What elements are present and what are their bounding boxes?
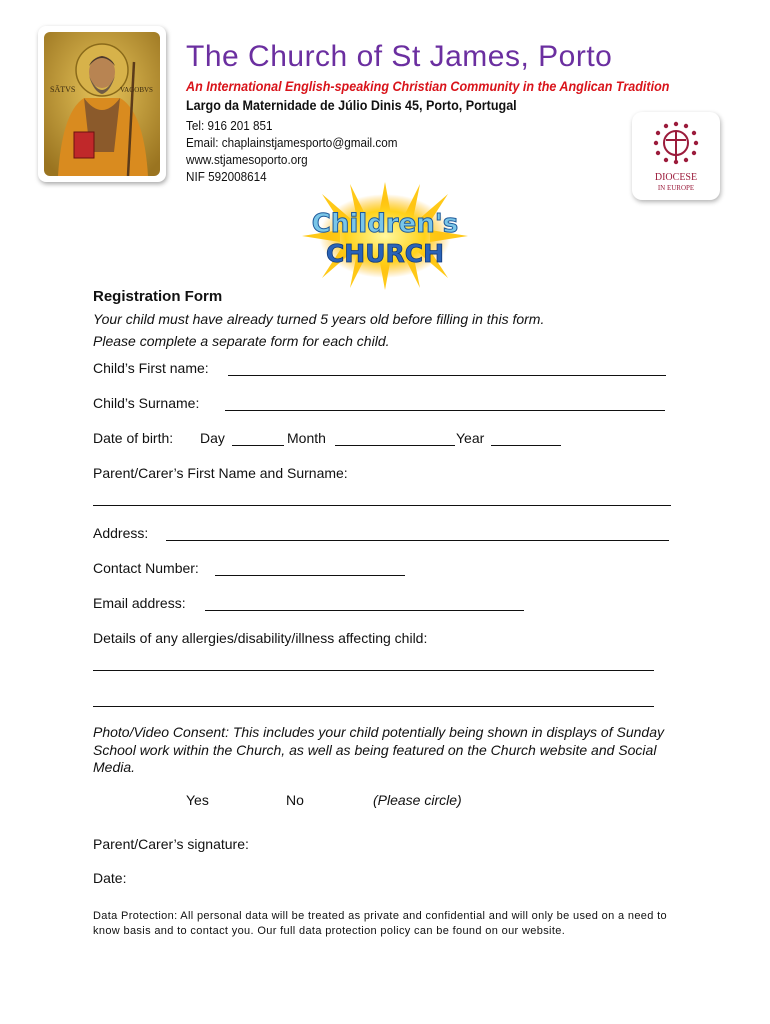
consent-no-option[interactable]: No [286, 792, 304, 808]
church-nif: NIF 592008614 [186, 169, 267, 184]
please-circle-note: (Please circle) [373, 792, 462, 808]
allergies-label: Details of any allergies/disability/illness affecting child: [93, 630, 428, 646]
allergies-field-line1[interactable] [93, 670, 654, 671]
month-field[interactable] [335, 445, 455, 446]
saint-left-inscription: SĀTVS [50, 85, 76, 94]
contact-number-label: Contact Number: [93, 560, 199, 576]
saint-painting-icon [44, 32, 160, 176]
consent-yes-option[interactable]: Yes [186, 792, 209, 808]
sunburst-icon [300, 180, 470, 292]
form-title: Registration Form [93, 288, 223, 305]
signature-label: Parent/Carer’s signature: [93, 836, 249, 852]
allergies-field-line2[interactable] [93, 706, 654, 707]
church-word: CHURCH [325, 239, 445, 268]
church-title: The Church of St James, Porto [186, 40, 613, 73]
parent-name-label: Parent/Carer’s First Name and Surname: [93, 465, 348, 481]
church-address: Largo da Maternidade de Júlio Dinis 45, Porto, Portugal [186, 98, 517, 113]
day-label: Day [200, 430, 225, 446]
date-label: Date: [93, 870, 127, 886]
address-field[interactable] [166, 540, 669, 541]
year-field[interactable] [491, 445, 561, 446]
diocese-cross-icon [632, 112, 720, 200]
diocese-in-europe-logo [632, 112, 720, 200]
childrens-church-logo [300, 180, 470, 297]
email-label: Email address: [93, 595, 186, 611]
diocese-line1: DIOCESE [654, 172, 698, 183]
first-name-label: Child’s First name: [93, 360, 209, 376]
photo-consent-text: Photo/Video Consent: This includes your child potentially being shown in displays of Sunday School work within the Church, as well as being featured on the Church website and Social Media. [93, 724, 664, 775]
data-protection-notice: Data Protection: All personal data will be treated as private and confidential and will only be used on a need to know basis and to contact you. Our full data protection policy can be found on our website. [93, 910, 667, 937]
age-note: Your child must have already turned 5 years old before filling in this form. [93, 311, 545, 327]
day-field[interactable] [232, 445, 284, 446]
church-tagline: An International English-speaking Christian Community in the Anglican Tradition [186, 79, 670, 94]
address-label: Address: [93, 525, 149, 541]
saint-right-inscription: VAGOBVS [120, 86, 153, 94]
church-phone: Tel: 916 201 851 [186, 118, 273, 133]
diocese-line2: IN EUROPE [657, 184, 695, 192]
separate-form-note: Please complete a separate form for each child. [93, 333, 390, 349]
parent-name-field[interactable] [93, 505, 671, 506]
church-website: www.stjamesoporto.org [186, 152, 308, 167]
contact-number-field[interactable] [215, 575, 405, 576]
month-label: Month [287, 430, 326, 446]
email-field[interactable] [205, 610, 524, 611]
saint-james-icon-image [38, 26, 166, 182]
church-email: Email: chaplainstjamesporto@gmail.com [186, 135, 398, 150]
first-name-field[interactable] [228, 375, 666, 376]
year-label: Year [456, 430, 485, 446]
dob-label: Date of birth: [93, 430, 174, 446]
surname-field[interactable] [225, 410, 665, 411]
surname-label: Child’s Surname: [93, 395, 200, 411]
childrens-word: Children's [311, 209, 459, 239]
